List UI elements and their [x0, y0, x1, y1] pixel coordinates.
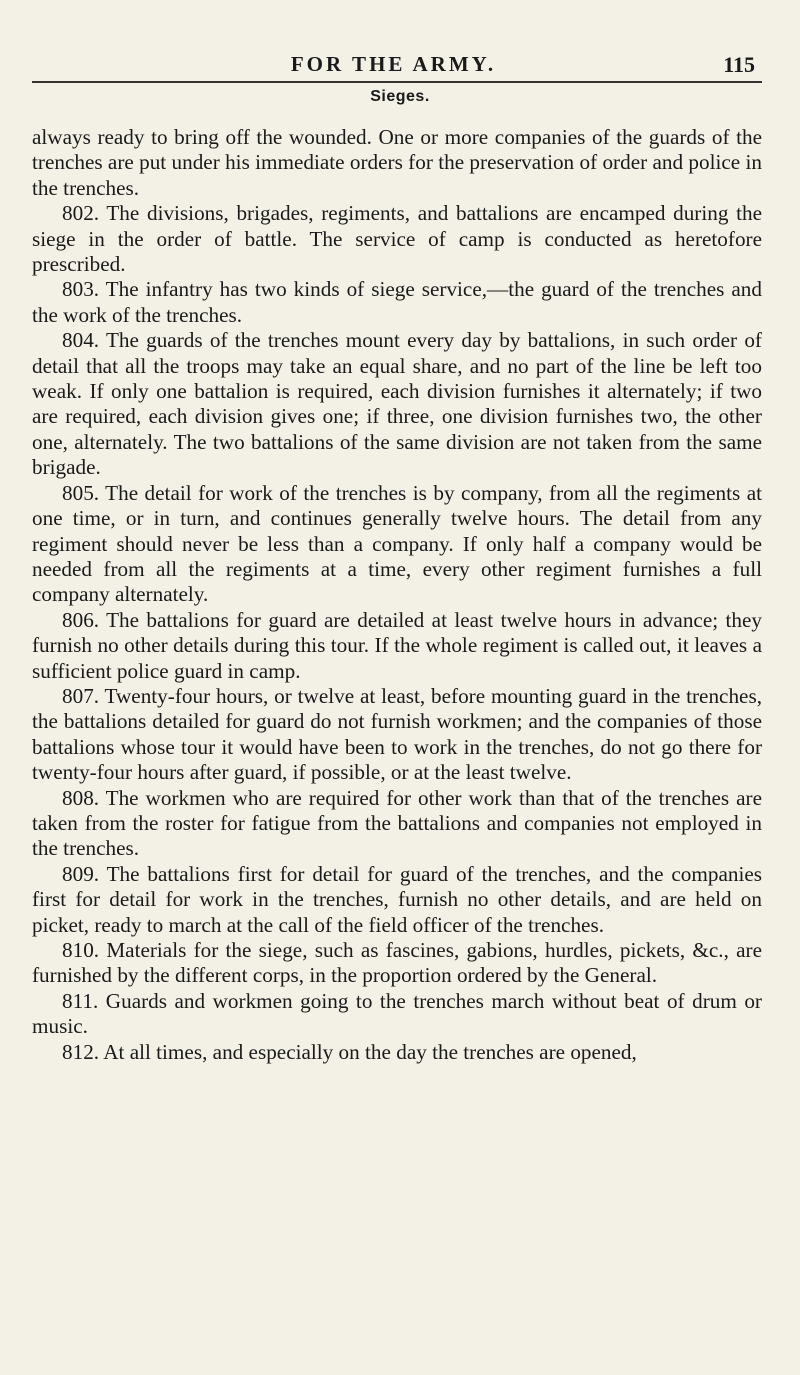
- paragraph-812: 812. At all times, and especially on the day the trenches are opened,: [62, 1039, 637, 1064]
- body-text: [32, 125, 762, 1065]
- paragraph-810: 810. Materials for the siege, such as fascines, gabions, hurdles, pickets, &c., are furnished by the different corps, in the proportion ordered by the General.: [32, 938, 762, 988]
- paragraph-809: 809. The battalions first for detail for guard of the trenches, and the companies first for detail for work in the trenches, furnish no other details, and are held on picket, ready to march at the call of the field officer of the trenches.: [32, 861, 762, 937]
- paragraph-803: 803. The infantry has two kinds of siege service,—the guard of the trenches and the work of the trenches.: [32, 277, 762, 327]
- header-rule: [32, 81, 762, 83]
- paragraph-805: 805. The detail for work of the trenches is by company, from all the regiments at one time, or in turn, and continues generally twelve hours. The detail from any regiment should never be less than a company. If only half a company would be needed from all the regiments at a time, every other regiment furnishes a full company alternately.: [32, 480, 762, 607]
- paragraph-continued: always ready to bring off the wounded. One or more companies of the guards of the trenches are put under his immediate orders for the preservation of order and police in the trenches.: [32, 125, 762, 200]
- running-head: FOR THE ARMY.: [290, 52, 497, 76]
- page-header: [32, 52, 755, 78]
- page-number: 115: [723, 52, 755, 77]
- paragraph-811: 811. Guards and workmen going to the trenches march without beat of drum or music.: [32, 988, 762, 1039]
- paragraph-807: 807. Twenty-four hours, or twelve at least, before mounting guard in the trenches, the battalions detailed for guard do not furnish workmen; and the companies of those battalions whose tour it would have been to work in the trenches, do not go there for twenty-four hours after guard, if possible, or at the least twelve.: [32, 683, 762, 785]
- paragraph-802: 802. The divisions, brigades, regiments, and battalions are encamped during the siege in the order of battle. The service of camp is conducted as heretofore prescribed.: [32, 201, 762, 277]
- paragraph-806: 806. The battalions for guard are detailed at least twelve hours in advance; they furnish no other details during this tour. If the whole regiment is called out, it leaves a sufficient police guard in camp.: [32, 607, 762, 683]
- paragraph-808: 808. The workmen who are required for other work than that of the trenches are taken from the roster for fatigue from the battalions and companies not employed in the trenches.: [32, 785, 762, 861]
- paragraph-804: 804. The guards of the trenches mount every day by battalions, in such order of detail that all the troops may take an equal share, and no part of the line be left too weak. If only one battalion is required, each division furnishes it alternately; if two are required, each division gives one; if three, one division furnishes two, the other one, alternately. The two battalions of the same division are not taken from the same brigade.: [32, 328, 762, 480]
- section-heading: Sieges.: [370, 88, 430, 105]
